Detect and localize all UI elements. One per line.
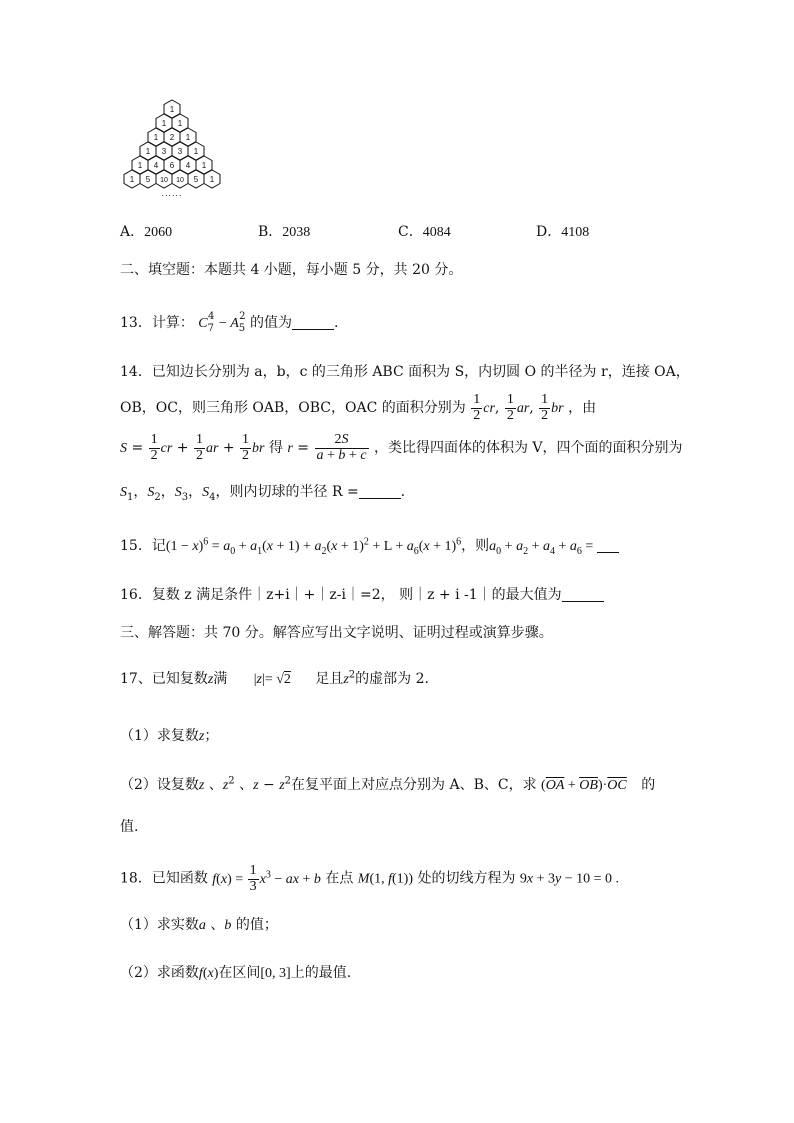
option-a: A．2060: [120, 224, 173, 240]
question-17-part-2-cont: 值.: [120, 819, 139, 835]
question-17-part-2: （2）设复数z 、$z^2$ 、$z - z^2$在复平面上对应点分别为 A、B、C，求 $(\overline{OA} + \overline{OB})\cdot\overline{OC}$ 的: [120, 775, 656, 793]
hexagon-value: 1: [201, 161, 207, 170]
hexagon-value: 1: [169, 105, 175, 114]
question-14-line-2: OB，OC，则三角形 OAB，OBC，OAC 的面积分别为 $\frac{1}{2}$ cr, $\frac{1}{2}$ ar, $\frac{1}{2}$ br ，由: [120, 391, 597, 423]
question-15: 15．记$(1 - x)^6 = a_0 + a_1(x + 1) + a_2(x + 1)^2 + L + a_6(x + 1)^6$，则$a_0 + a_2 + a_4 + a_6$ =: [120, 535, 619, 557]
hexagon-value: 1: [153, 133, 159, 142]
hexagon-value: 5: [193, 175, 199, 184]
hexagon-value: 1: [145, 147, 151, 156]
hexagon-value: 1: [193, 147, 199, 156]
hexagon-value: 1: [161, 119, 167, 128]
hexagon-value: 1: [177, 119, 183, 128]
hexagon-value: 1: [137, 161, 143, 170]
continuation-dots: ......: [161, 188, 183, 196]
pascal-triangle-figure: [118, 96, 228, 196]
question-14-line-1: 14．已知边长分别为 a，b，c 的三角形 ABC 面积为 S，内切圆 O 的半径为 r，连接 OA，: [120, 364, 690, 380]
hexagon-value: 3: [161, 147, 167, 156]
section-answer-title: 三、解答题：共 70 分。解答应写出文字说明、证明过程或演算步骤。: [120, 625, 553, 641]
option-c: C．4084: [398, 224, 451, 240]
hexagon-value: 10: [160, 177, 168, 184]
question-17-part-1: （1）求复数z；: [120, 728, 219, 744]
question-14-line-4: $S_1$，$S_2$，$S_3$，$S_4$，则内切球的半径 R = .: [120, 484, 406, 503]
hexagon-value: 6: [169, 161, 175, 170]
hexagon-value: 1: [209, 175, 215, 184]
option-b: B．2038: [258, 224, 311, 240]
question-18-line-1: 18．已知函数 f(x) = $\frac{1}{3}$ $x^3$ − ax + b 在点 M(1, f(1)) 处的切线方程为 9x + 3y − 10 = 0 .: [120, 863, 620, 894]
question-16: 16．复数 z 满足条件｜z+i｜+｜z-i｜=2， 则｜z + i -1｜的最大值为: [120, 584, 604, 604]
question-14-line-3: S = $\frac{1}{2}$ cr + $\frac{1}{2}$ ar + $\frac{1}{2}$ br 得 r = $\frac{2S}{a + b + c}$ ，类比得四面体的体积为 V，四个面的面积分别为: [120, 431, 683, 463]
hexagon-value: 4: [153, 161, 159, 170]
hexagon-value: 5: [145, 175, 151, 184]
hexagon-value: 4: [185, 161, 191, 170]
hexagon-value: 1: [185, 133, 191, 142]
option-d: D．4108: [536, 224, 590, 240]
hexagon-value: 2: [169, 133, 175, 142]
hexagon-value: 10: [176, 177, 184, 184]
question-18-part-1: （1）求实数a 、b 的值；: [120, 917, 278, 933]
question-18-part-2: （2）求函数f(x)在区间[0, 3]上的最值.: [120, 965, 352, 981]
question-13: 13．计算： $C_7^4 - A_5^2$ 的值为 .: [120, 311, 339, 334]
hexagon-value: 3: [177, 147, 183, 156]
hexagon-value: 1: [129, 175, 135, 184]
section-fill-in-title: 二、填空题：本题共 4 小题，每小题 5 分，共 20 分。: [120, 262, 463, 278]
question-17-line-1: 17、已知复数z满 |z|= √2 足且$z^2$的虚部为 2.: [120, 669, 429, 687]
